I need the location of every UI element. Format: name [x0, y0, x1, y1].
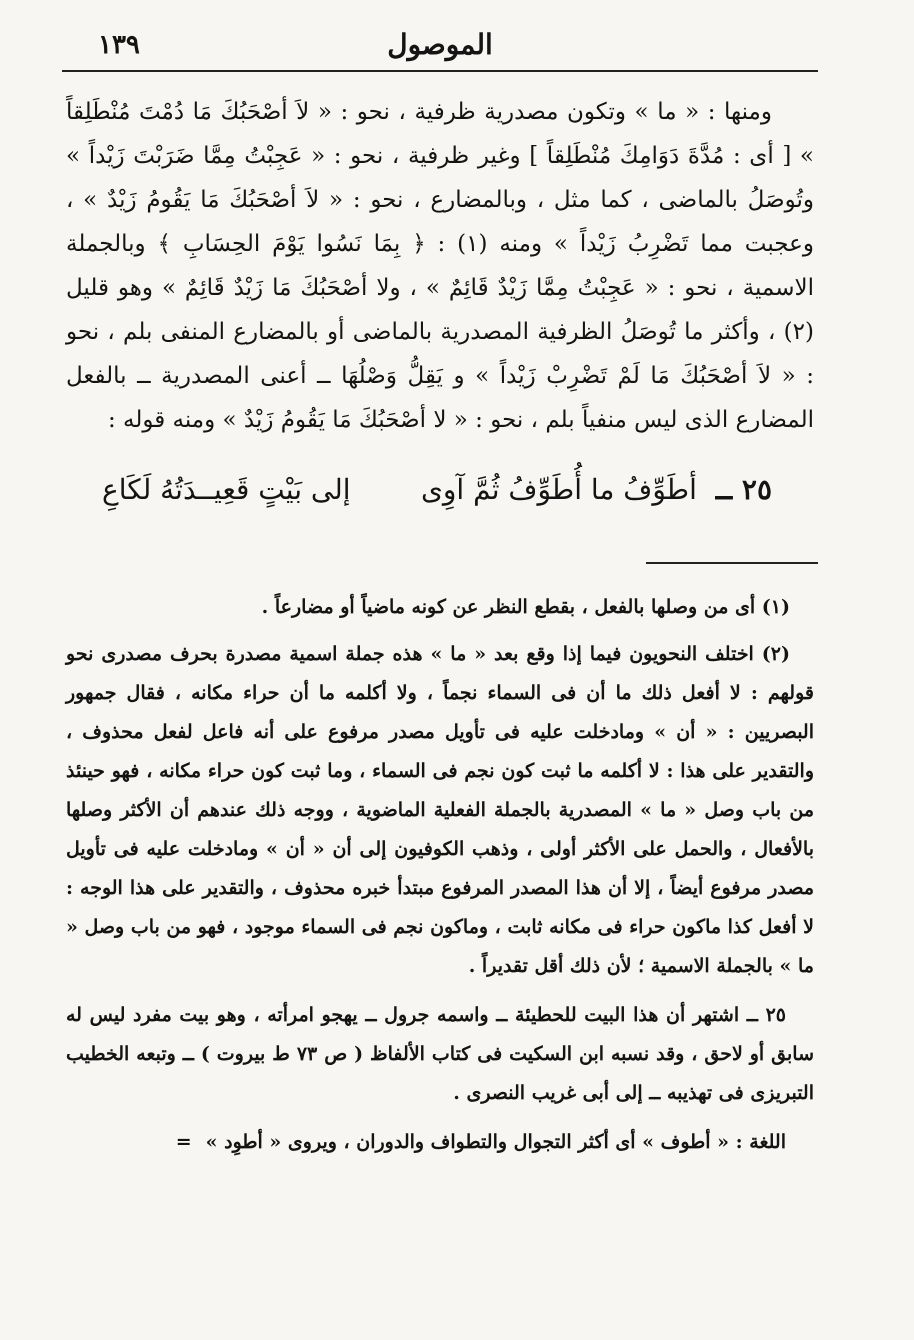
commentary-lexicon-text: اللغة : « أطوف » أى أكثر التجوال والتطواف والدوران ، ويروى « أطوِد » — [205, 1131, 786, 1153]
footnote-2: (٢) اختلف النحويون فيما إذا وقع بعد « ما » هذه جملة اسمية مصدرة بحرف مصدرى نحو قولهم : لا أفعل ذلك ما أن فى السماء نجماً ، ولا أكلمه ما أن حراء مكانه ، فقال جمهور البصريين : « أن » ومادخلت عليه فى تأويل مصدر مرفوع على أنه فاعل لفعل محذوف ، والتقدير على هذا : لا أكلمه ما ثبت كون نجم فى السماء ، وما ثبت كون حراء مكانه ، فهو حينئذ من باب وصل « ما » المصدرية بالجملة الفعلية الماضوية ، ووجه ذلك عندهم أن الأكثر وصلها بالأفعال ، والحمل على الأكثر أولى ، وذهب الكوفيون إلى أن « أن » ومادخلت عليه فى تأويل مصدر مرفوع أيضاً ، إلا أن هذا المصدر المرفوع مبتدأ خبره محذوف ، والتقدير على هذا الوجه : لا أفعل كذا ماكون حراء فى مكانه ثابت ، وماكون نجم فى السماء موجود ، فهو من باب وصل « ما » بالجملة الاسمية ؛ لأن ذلك أقل تقديراً . — [66, 643, 814, 977]
verse-number: ٢٥ ــ — [715, 473, 772, 506]
commentary-verse-25: ٢٥ ــ اشتهر أن هذا البيت للحطيئة ــ واسمه جرول ــ يهجو امرأته ، وهو بيت مفرد ليس له سابق أو لاحق ، وقد نسبه ابن السكيت فى كتاب الألفاظ ( ص ٧٣ ط بيروت ) ــ وتبعه الخطيب التبريزى فى تهذيبه ــ إلى أبى غريب النصرى . — [66, 1004, 814, 1104]
main-text — [62, 90, 818, 442]
continuation-mark: = — [175, 1131, 192, 1153]
verse-hemistich-right: أطَوِّفُ ما أُطَوِّفُ ثُمَّ آوِى — [420, 473, 697, 506]
running-title: الموصول — [387, 28, 493, 61]
page-header — [62, 22, 818, 72]
footnote-1: (١) أى من وصلها بالفعل ، بقطع النظر عن كونه ماضياً أو مضارعاً . — [261, 596, 790, 618]
verse-commentary — [62, 996, 818, 1162]
verse-first-half — [421, 462, 772, 518]
page — [62, 22, 818, 1172]
page-number: ١٣٩ — [98, 30, 140, 60]
commentary-lexicon — [66, 1123, 814, 1162]
footnote-separator — [646, 562, 818, 564]
main-paragraph: ومنها : « ما » وتكون مصدرية ظرفية ، نحو : « لاَ أصْحَبُكَ مَا دُمْتَ مُنْطَلِقاً » [ أى : مُدَّةَ دَوَامِكَ مُنْطَلِقاً ] وغير ظرفية ، نحو : « عَجِبْتُ مِمَّا ضَرَبْتَ زَيْداً » وتُوصَلُ بالماضى ، كما مثل ، وبالمضارع ، نحو : « لاَ أصْحَبُكَ مَا يَقُومُ زَيْدٌ » ، وعجبت مما تَضْرِبُ زَيْداً » ومنه (١) : ﴿ بِمَا نَسُوا يَوْمَ الحِسَابِ ﴾ وبالجملة الاسمية ، نحو : « عَجِبْتُ مِمَّا زَيْدٌ قَائِمٌ » ، ولا أصْحَبُكَ مَا زَيْدٌ قَائِمٌ » وهو قليل (٢) ، وأكثر ما تُوصَلُ الظرفية المصدرية بالماضى أو بالمضارع المنفى بلم ، نحو : « لاَ أصْحَبُكَ مَا لَمْ تَضْرِبْ زَيْداً » و يَقِلُّ وَصْلُهَا ــ أعنى المصدرية ــ بالفعل المضارع الذى ليس منفياً بلم ، نحو : « لا أصْحَبُكَ مَا يَقُومُ زَيْدٌ » ومنه قوله : — [66, 99, 814, 433]
footnotes — [62, 588, 818, 986]
verse-hemistich-left: إلى بَيْتٍ قَعِيــدَتُهُ لَكَاعِ — [102, 473, 351, 506]
poetry-verse — [62, 462, 818, 518]
